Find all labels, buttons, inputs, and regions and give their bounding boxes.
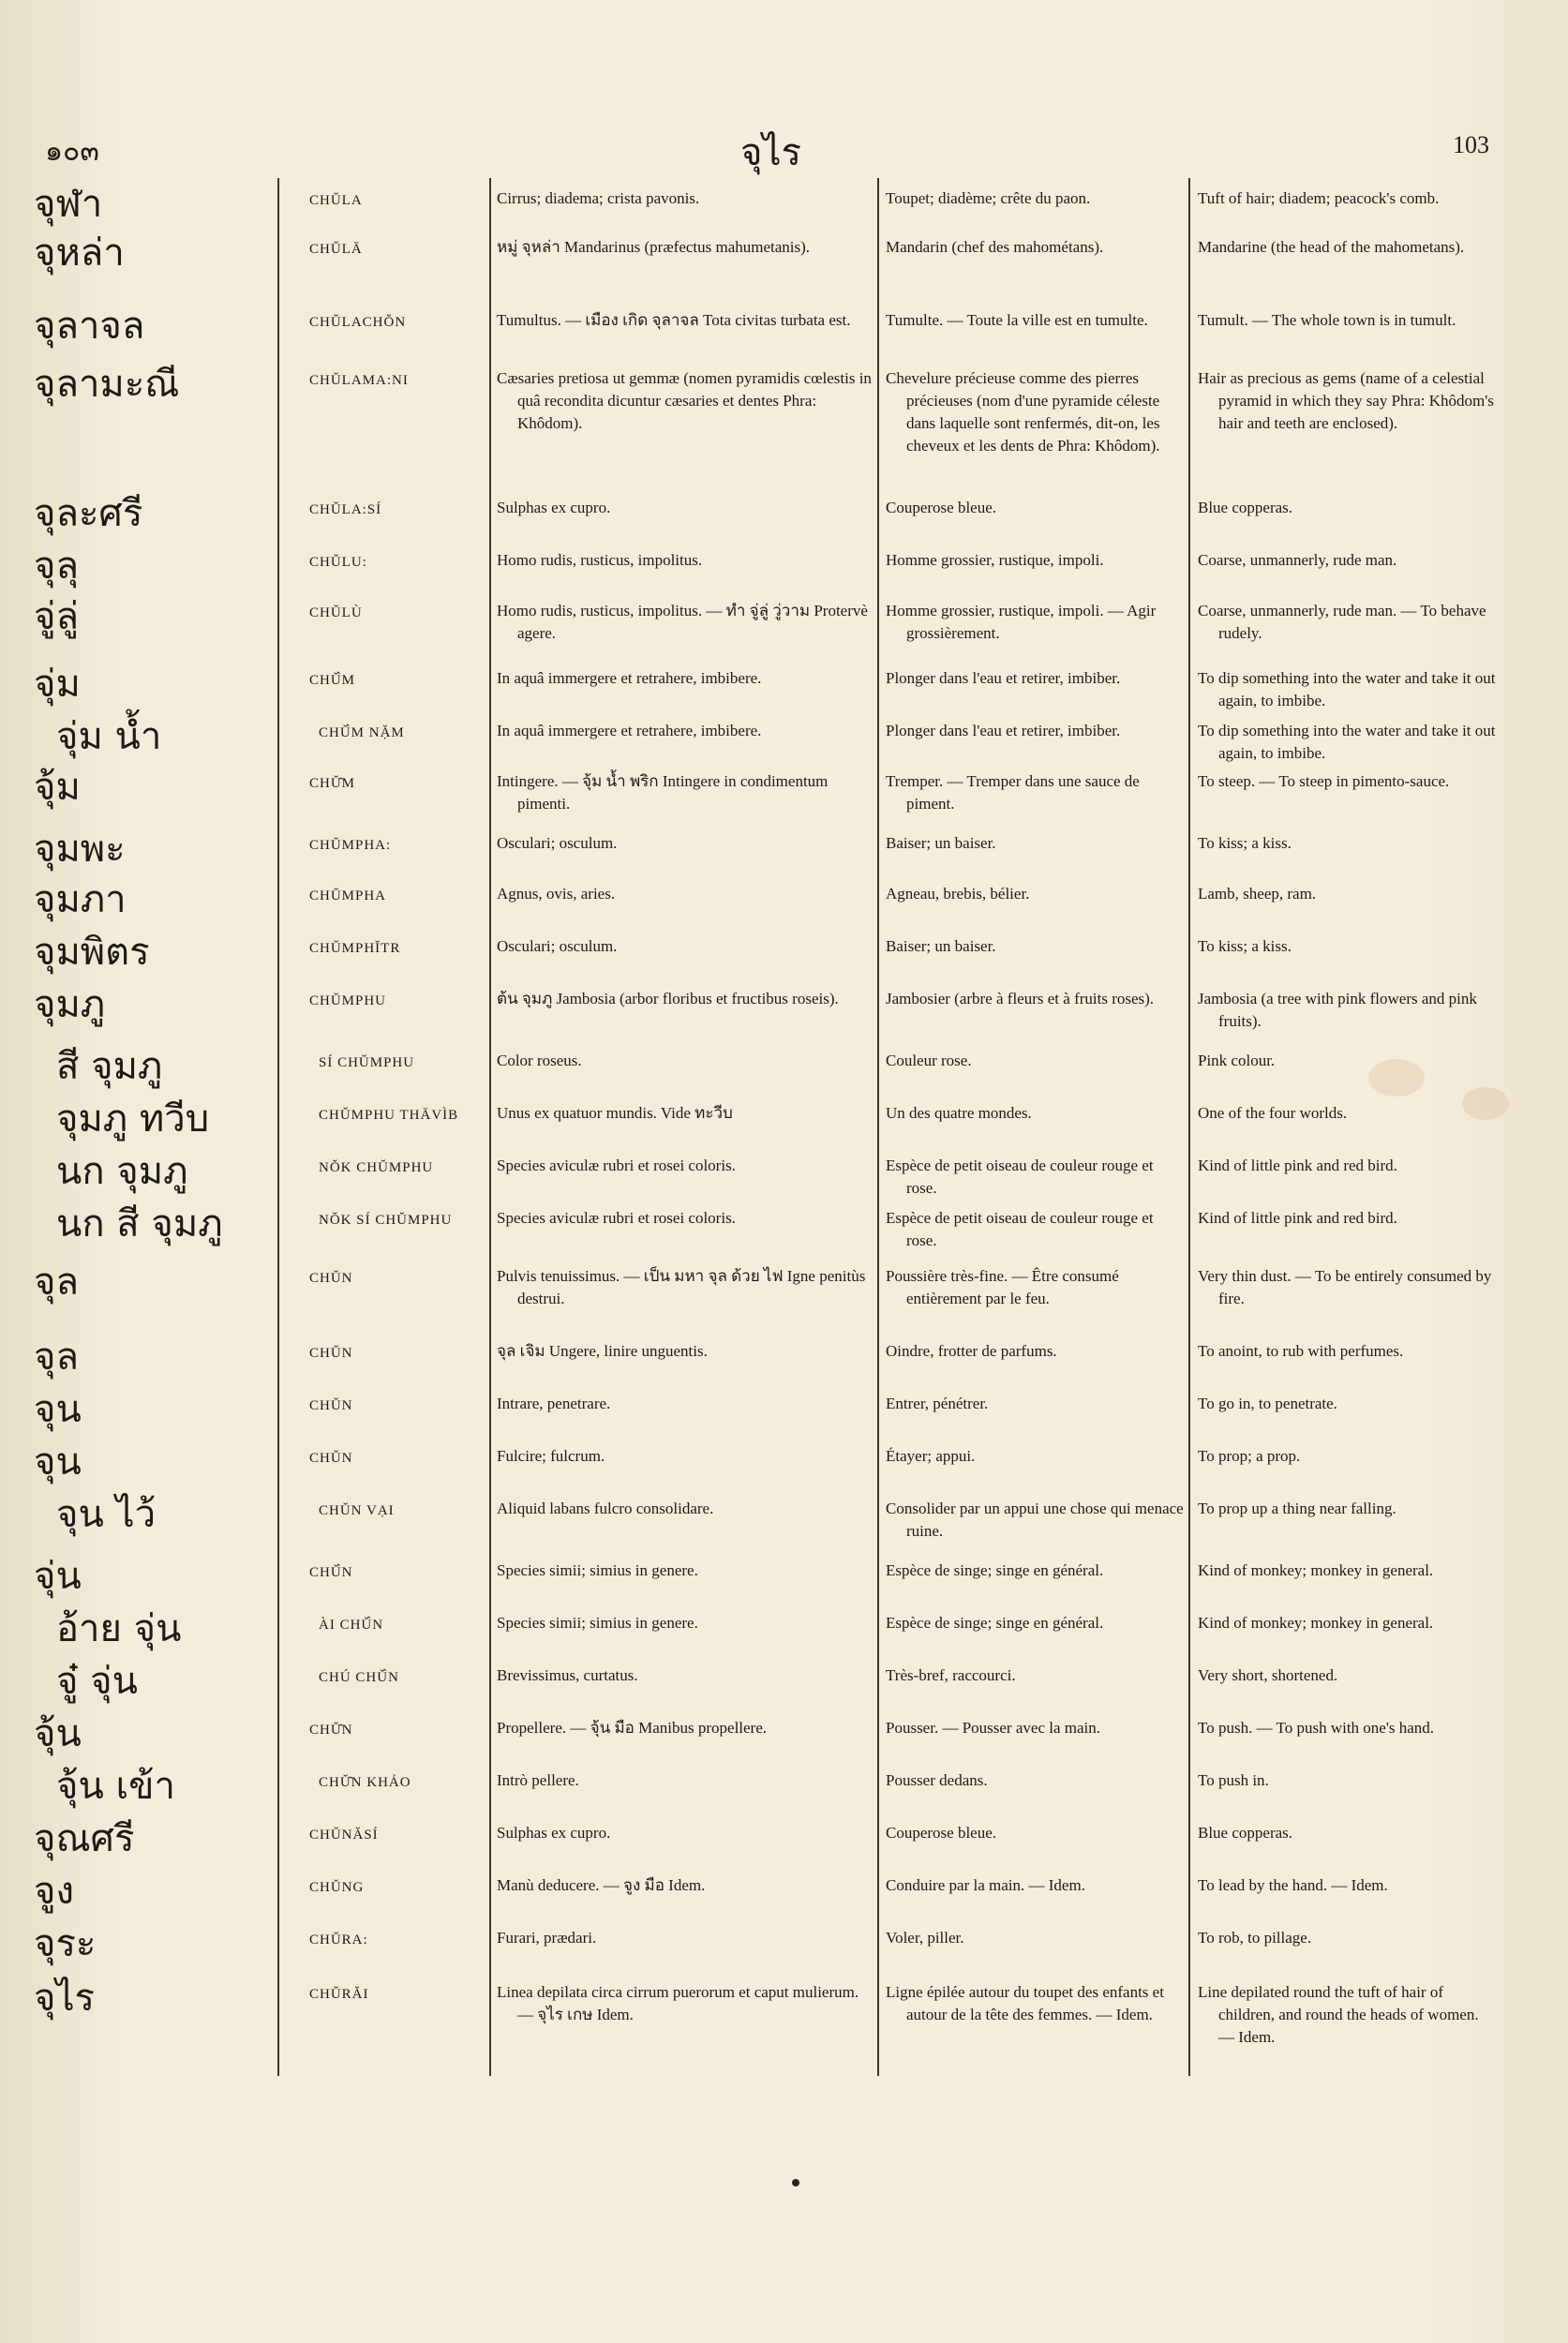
english-definition: To prop up a thing near falling. xyxy=(1198,1500,1396,1517)
latin-definition: Propellere. — จุ้น มือ Manibus propellere. xyxy=(497,1719,768,1737)
transliteration: CHŬLAMA:NI xyxy=(309,373,409,388)
latin-definition: Pulvis tenuissimus. — เป็น มหา จุล ด้วย ไฟ Igne penitùs destrui. xyxy=(497,1267,866,1307)
english-definition: To dip something into the water and take it out again, to imbibe. xyxy=(1198,669,1496,709)
french-definition: Espèce de petit oiseau de couleur rouge et rose. xyxy=(886,1157,1154,1197)
french-definition: Couperose bleue. xyxy=(886,499,997,516)
transliteration: CHŬN xyxy=(309,1398,353,1413)
thai-headword: จุฬา xyxy=(34,183,103,226)
latin-definition: Species aviculæ rubri et rosei coloris. xyxy=(497,1209,736,1227)
entry-list xyxy=(0,178,1568,2081)
latin-definition: จุล เจิม Ungere, linire unguentis. xyxy=(497,1342,708,1360)
transliteration: CHŬ̀N xyxy=(309,1565,353,1580)
latin-definition: Homo rudis, rusticus, impolitus. — ทำ จู่ลู่ วู่วาม Protervè agere. xyxy=(497,602,868,642)
transliteration: CHŬN xyxy=(309,1346,353,1361)
english-definition: Kind of monkey; monkey in general. xyxy=(1198,1614,1434,1632)
french-definition: Plonger dans l'eau et retirer, imbiber. xyxy=(886,669,1121,687)
latin-definition: Intingere. — จุ้ม น้ำ พริก Intingere in condimentum pimenti. xyxy=(497,772,829,813)
transliteration: CHŬ̀M xyxy=(309,673,356,688)
french-definition: Consolider par un appui une chose qui menace ruine. xyxy=(886,1500,1184,1540)
latin-definition: Species simii; simius in genere. xyxy=(497,1614,698,1632)
latin-definition: Species simii; simius in genere. xyxy=(497,1561,698,1579)
french-definition: Conduire par la main. — Idem. xyxy=(886,1876,1085,1894)
english-definition: Blue copperas. xyxy=(1198,499,1293,516)
thai-headword: จุมพิตร xyxy=(34,931,150,974)
french-definition: Tremper. — Tremper dans une sauce de piment. xyxy=(886,772,1140,813)
english-definition: Line depilated round the tuft of hair of children, and round the heads of women. — Idem. xyxy=(1198,1983,1479,2046)
latin-definition: Intrò pellere. xyxy=(497,1771,579,1789)
english-definition: To rob, to pillage. xyxy=(1198,1929,1312,1947)
french-definition: Tumulte. — Toute la ville est en tumulte. xyxy=(886,311,1148,329)
french-definition: Espèce de singe; singe en général. xyxy=(886,1614,1104,1632)
french-definition: Toupet; diadème; crête du paon. xyxy=(886,189,1091,207)
transliteration: CHŬLÙ xyxy=(309,605,363,620)
english-definition: Pink colour. xyxy=(1198,1052,1276,1069)
english-definition: To dip something into the water and take it out again, to imbibe. xyxy=(1198,722,1496,762)
running-title: จุไร xyxy=(740,131,802,174)
latin-definition: Osculari; osculum. xyxy=(497,834,618,852)
english-definition: Lamb, sheep, ram. xyxy=(1198,885,1317,903)
transliteration: CHŬ̀M NẶM xyxy=(319,725,405,740)
thai-headword: จุมพะ xyxy=(34,828,126,871)
english-definition: To push. — To push with one's hand. xyxy=(1198,1719,1435,1737)
english-definition: One of the four worlds. xyxy=(1198,1104,1348,1122)
english-definition: Very thin dust. — To be entirely consumed by fire. xyxy=(1198,1267,1492,1307)
french-definition: Couperose bleue. xyxy=(886,1824,997,1842)
english-definition: Blue copperas. xyxy=(1198,1824,1293,1842)
english-definition: To kiss; a kiss. xyxy=(1198,937,1292,955)
thai-headword: จุไร xyxy=(34,1977,96,2020)
latin-definition: Brevissimus, curtatus. xyxy=(497,1666,638,1684)
thai-headword: จุละศรี xyxy=(34,492,143,535)
french-definition: Espèce de petit oiseau de couleur rouge et rose. xyxy=(886,1209,1154,1249)
english-definition: Mandarine (the head of the mahometans). xyxy=(1198,238,1465,256)
latin-definition: Fulcire; fulcrum. xyxy=(497,1447,605,1465)
thai-headword: จูง xyxy=(34,1870,74,1913)
thai-headword: จู๋ จุ่น xyxy=(56,1660,138,1703)
thai-headword: จุน ไว้ xyxy=(56,1493,157,1536)
transliteration: CHŬ̂M xyxy=(309,776,356,791)
page-header xyxy=(0,122,1568,178)
transliteration: CHŬ̂N KHẢO xyxy=(319,1775,411,1790)
french-definition: Chevelure précieuse comme des pierres précieuses (nom d'une pyramide céleste dans laquelle sont renfermés, dit-on, les cheveux et les dents de Phra: Khôdom). xyxy=(886,369,1160,455)
thai-headword: จุน xyxy=(34,1440,82,1484)
transliteration: CHŬNG xyxy=(309,1880,365,1895)
latin-definition: Sulphas ex cupro. xyxy=(497,1824,611,1842)
transliteration: CHŬNĂSÍ xyxy=(309,1828,379,1843)
thai-headword: สี จุมภู xyxy=(56,1045,163,1088)
french-definition: Jambosier (arbre à fleurs et à fruits roses). xyxy=(886,990,1155,1007)
thai-headword: อ้าย จุ่น xyxy=(56,1607,182,1650)
thai-headword: จุ่ม xyxy=(34,663,81,706)
transliteration: CHŬMPHA: xyxy=(309,838,392,853)
transliteration: CHŬLA xyxy=(309,193,363,208)
english-definition: To push in. xyxy=(1198,1771,1269,1789)
transliteration: SÍ CHŬMPHU xyxy=(319,1055,415,1070)
transliteration: CHÚ CHŬ̀N xyxy=(319,1670,399,1685)
latin-definition: Color roseus. xyxy=(497,1052,582,1069)
transliteration: ÀI CHŬ̀N xyxy=(319,1618,384,1633)
thai-headword: จุ้น xyxy=(34,1712,82,1755)
transliteration: NŎK SÍ CHŬMPHU xyxy=(319,1213,453,1228)
french-definition: Baiser; un baiser. xyxy=(886,834,996,852)
french-definition: Pousser. — Pousser avec la main. xyxy=(886,1719,1100,1737)
latin-definition: Agnus, ovis, aries. xyxy=(497,885,616,903)
french-definition: Oindre, frotter de parfums. xyxy=(886,1342,1057,1360)
latin-definition: Intrare, penetrare. xyxy=(497,1395,611,1412)
english-definition: To prop; a prop. xyxy=(1198,1447,1301,1465)
thai-headword: นก จุมภู xyxy=(56,1150,188,1193)
thai-headword: นก สี จุมภู xyxy=(56,1202,223,1246)
french-definition: Un des quatre mondes. xyxy=(886,1104,1032,1122)
latin-definition: In aquâ immergere et retrahere, imbibere. xyxy=(497,669,762,687)
english-definition: Tumult. — The whole town is in tumult. xyxy=(1198,311,1456,329)
transliteration: CHŬLA:SÍ xyxy=(309,502,382,517)
french-definition: Agneau, brebis, bélier. xyxy=(886,885,1030,903)
english-definition: To anoint, to rub with perfumes. xyxy=(1198,1342,1404,1360)
thai-headword: จุมภา xyxy=(34,878,127,921)
latin-definition: Osculari; osculum. xyxy=(497,937,618,955)
latin-definition: Sulphas ex cupro. xyxy=(497,499,611,516)
latin-definition: Species aviculæ rubri et rosei coloris. xyxy=(497,1157,736,1174)
french-definition: Baiser; un baiser. xyxy=(886,937,996,955)
english-definition: Kind of monkey; monkey in general. xyxy=(1198,1561,1434,1579)
thai-page-number: ๑๐๓ xyxy=(45,135,99,168)
transliteration: CHŬLU: xyxy=(309,555,367,570)
latin-definition: Tumultus. — เมือง เกิด จุลาจล Tota civitas turbata est. xyxy=(497,311,851,329)
thai-headword: จุล xyxy=(34,1261,79,1304)
french-definition: Étayer; appui. xyxy=(886,1447,976,1465)
english-definition: Jambosia (a tree with pink flowers and pink fruits). xyxy=(1198,990,1477,1030)
latin-definition: Unus ex quatuor mundis. Vide ทะวีบ xyxy=(497,1104,733,1122)
english-definition: Coarse, unmannerly, rude man. xyxy=(1198,551,1397,569)
latin-definition: Cæsaries pretiosa ut gemmæ (nomen pyramidis cœlestis in quâ recondita dicuntur cæsaries et dentes Phra: Khôdom). xyxy=(497,369,872,432)
english-definition: Hair as precious as gems (name of a celestial pyramid in which they say Phra: Khôdom's hair and teeth are enclosed). xyxy=(1198,369,1494,432)
english-definition: Coarse, unmannerly, rude man. — To behave rudely. xyxy=(1198,602,1486,642)
english-definition: To kiss; a kiss. xyxy=(1198,834,1292,852)
thai-headword: จุลามะณี xyxy=(34,363,180,406)
transliteration: CHŬMPHĬTR xyxy=(309,941,401,956)
english-definition: Tuft of hair; diadem; peacock's comb. xyxy=(1198,189,1440,207)
thai-headword: จุมภู ทวีบ xyxy=(56,1097,210,1141)
thai-headword: จุหล่า xyxy=(34,231,125,275)
english-definition: To go in, to penetrate. xyxy=(1198,1395,1337,1412)
english-definition: To steep. — To steep in pimento-sauce. xyxy=(1198,772,1450,790)
transliteration: CHŬLĀ xyxy=(309,242,363,257)
thai-headword: จู่ลู่ xyxy=(34,595,79,638)
french-definition: Homme grossier, rustique, impoli. xyxy=(886,551,1104,569)
thai-headword: จุล xyxy=(34,1336,79,1379)
thai-headword: จุระ xyxy=(34,1922,97,1965)
thai-headword: จุน xyxy=(34,1388,82,1431)
latin-definition: Aliquid labans fulcro consolidare. xyxy=(497,1500,714,1517)
thai-headword: จุ่น xyxy=(34,1555,82,1598)
transliteration: CHŬLACHŎN xyxy=(309,315,407,330)
transliteration: CHŬMPHU xyxy=(309,993,387,1008)
transliteration: CHŬN VẠI xyxy=(319,1503,395,1518)
thai-headword: จุ้น เข้า xyxy=(56,1765,175,1808)
french-definition: Voler, piller. xyxy=(886,1929,964,1947)
latin-definition: Linea depilata circa cirrum puerorum et caput mulierum. — จุไร เกษ Idem. xyxy=(497,1983,859,2023)
latin-definition: ต้น จุมภู Jambosia (arbor floribus et fructibus roseis). xyxy=(497,990,839,1007)
transliteration: NŎK CHŬMPHU xyxy=(319,1160,434,1175)
french-definition: Pousser dedans. xyxy=(886,1771,988,1789)
french-definition: Entrer, pénétrer. xyxy=(886,1395,989,1412)
ink-spot xyxy=(792,2179,799,2186)
page-number: 103 xyxy=(1453,131,1489,158)
latin-definition: Manù deducere. — จูง มือ Idem. xyxy=(497,1876,706,1894)
transliteration: CHŬN xyxy=(309,1271,353,1286)
transliteration: CHŬRĂI xyxy=(309,1987,369,2002)
transliteration: CHŬ̂N xyxy=(309,1723,353,1738)
english-definition: To lead by the hand. — Idem. xyxy=(1198,1876,1388,1894)
transliteration: CHŬMPHA xyxy=(309,888,387,903)
french-definition: Homme grossier, rustique, impoli. — Agir grossièrement. xyxy=(886,602,1157,642)
french-definition: Couleur rose. xyxy=(886,1052,972,1069)
thai-headword: จุ่ม น้ำ xyxy=(56,715,162,758)
latin-definition: In aquâ immergere et retrahere, imbibere. xyxy=(497,722,762,739)
latin-definition: Furari, prædari. xyxy=(497,1929,597,1947)
thai-headword: จุมภู xyxy=(34,983,106,1026)
french-definition: Plonger dans l'eau et retirer, imbiber. xyxy=(886,722,1121,739)
latin-definition: Homo rudis, rusticus, impolitus. xyxy=(497,551,703,569)
french-definition: Espèce de singe; singe en général. xyxy=(886,1561,1104,1579)
transliteration: CHŬN xyxy=(309,1451,353,1466)
latin-definition: Cirrus; diadema; crista pavonis. xyxy=(497,189,700,207)
french-definition: Très-bref, raccourci. xyxy=(886,1666,1016,1684)
english-definition: Very short, shortened. xyxy=(1198,1666,1338,1684)
english-definition: Kind of little pink and red bird. xyxy=(1198,1157,1397,1174)
english-definition: Kind of little pink and red bird. xyxy=(1198,1209,1397,1227)
french-definition: Poussière très-fine. — Être consumé entièrement par le feu. xyxy=(886,1267,1119,1307)
french-definition: Mandarin (chef des mahométans). xyxy=(886,238,1104,256)
transliteration: CHŬMPHU THĀVÌB xyxy=(319,1108,459,1123)
thai-headword: จุลุ xyxy=(34,545,79,588)
thai-headword: จุลาจล xyxy=(34,305,145,348)
thai-headword: จุณศรี xyxy=(34,1817,135,1860)
latin-definition: หมู่ จุหล่า Mandarinus (præfectus mahumetanis). xyxy=(497,238,811,256)
transliteration: CHŬRA: xyxy=(309,1933,368,1948)
thai-headword: จุ้ม xyxy=(34,766,81,809)
french-definition: Ligne épilée autour du toupet des enfants et autour de la tête des femmes. — Idem. xyxy=(886,1983,1164,2023)
